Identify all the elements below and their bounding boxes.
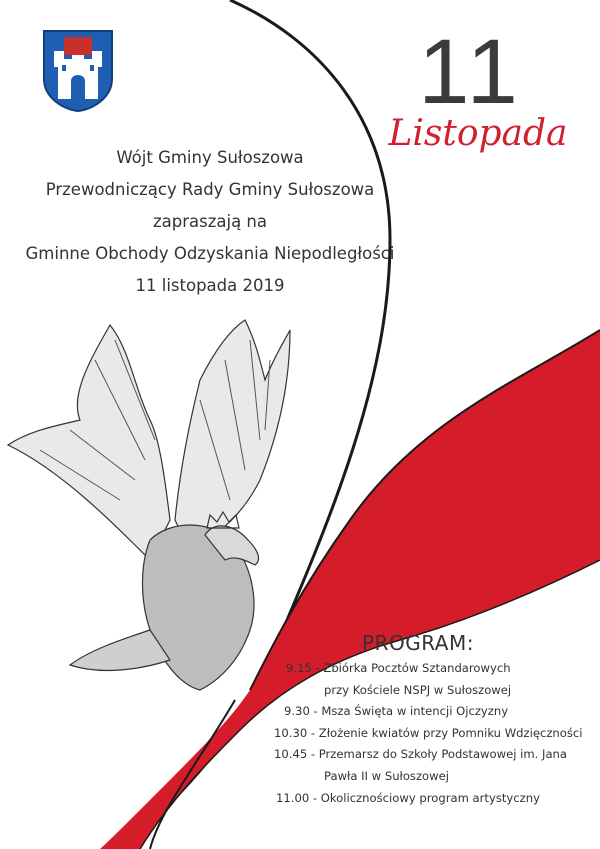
program-text: - Okolicznościowy program artystyczny: [309, 790, 540, 805]
program-item: [270, 788, 600, 810]
program-section: [270, 628, 600, 809]
coat-of-arms-icon: [42, 29, 114, 113]
program-time: 9.30: [284, 704, 310, 719]
program-item: [270, 701, 600, 723]
invitation-line: Przewodniczący Rady Gminy Sułoszowa: [45, 180, 375, 199]
invitation-line: 11 listopada 2019: [135, 276, 285, 295]
invitation-text: [0, 142, 420, 302]
program-text: - Przemarsz do Szkoły Podstawowej im. Jana: [307, 747, 568, 762]
invitation-line: Gminne Obchody Odzyskania Niepodległości: [25, 244, 395, 263]
invitation-line: zapraszają na: [152, 212, 268, 231]
eagle-illustration: [8, 320, 290, 690]
program-heading: PROGRAM:: [362, 631, 474, 655]
program-item-continuation: Pawła II w Sułoszowej: [324, 768, 449, 783]
month-name: Listopada: [388, 113, 568, 154]
invitation-line: Wójt Gminy Sułoszowa: [116, 148, 304, 167]
program-time: 10.30: [274, 725, 308, 740]
program-time: 10.45: [274, 747, 308, 762]
program-text: - Zbiórka Pocztów Sztandarowych: [311, 661, 511, 675]
program-item: [270, 744, 600, 766]
program-item: [270, 658, 600, 680]
program-item: [270, 723, 600, 745]
day-number: 11: [418, 21, 522, 123]
program-text: - Złożenie kwiatów przy Pomniku Wdzięczności: [307, 725, 583, 740]
program-time: 11.00: [276, 790, 310, 805]
program-text: - Msza Święta w intencji Ojczyzny: [309, 704, 509, 719]
program-time: 9.15: [286, 661, 312, 675]
program-item-continuation: przy Kościele NSPJ w Sułoszowej: [324, 682, 512, 697]
